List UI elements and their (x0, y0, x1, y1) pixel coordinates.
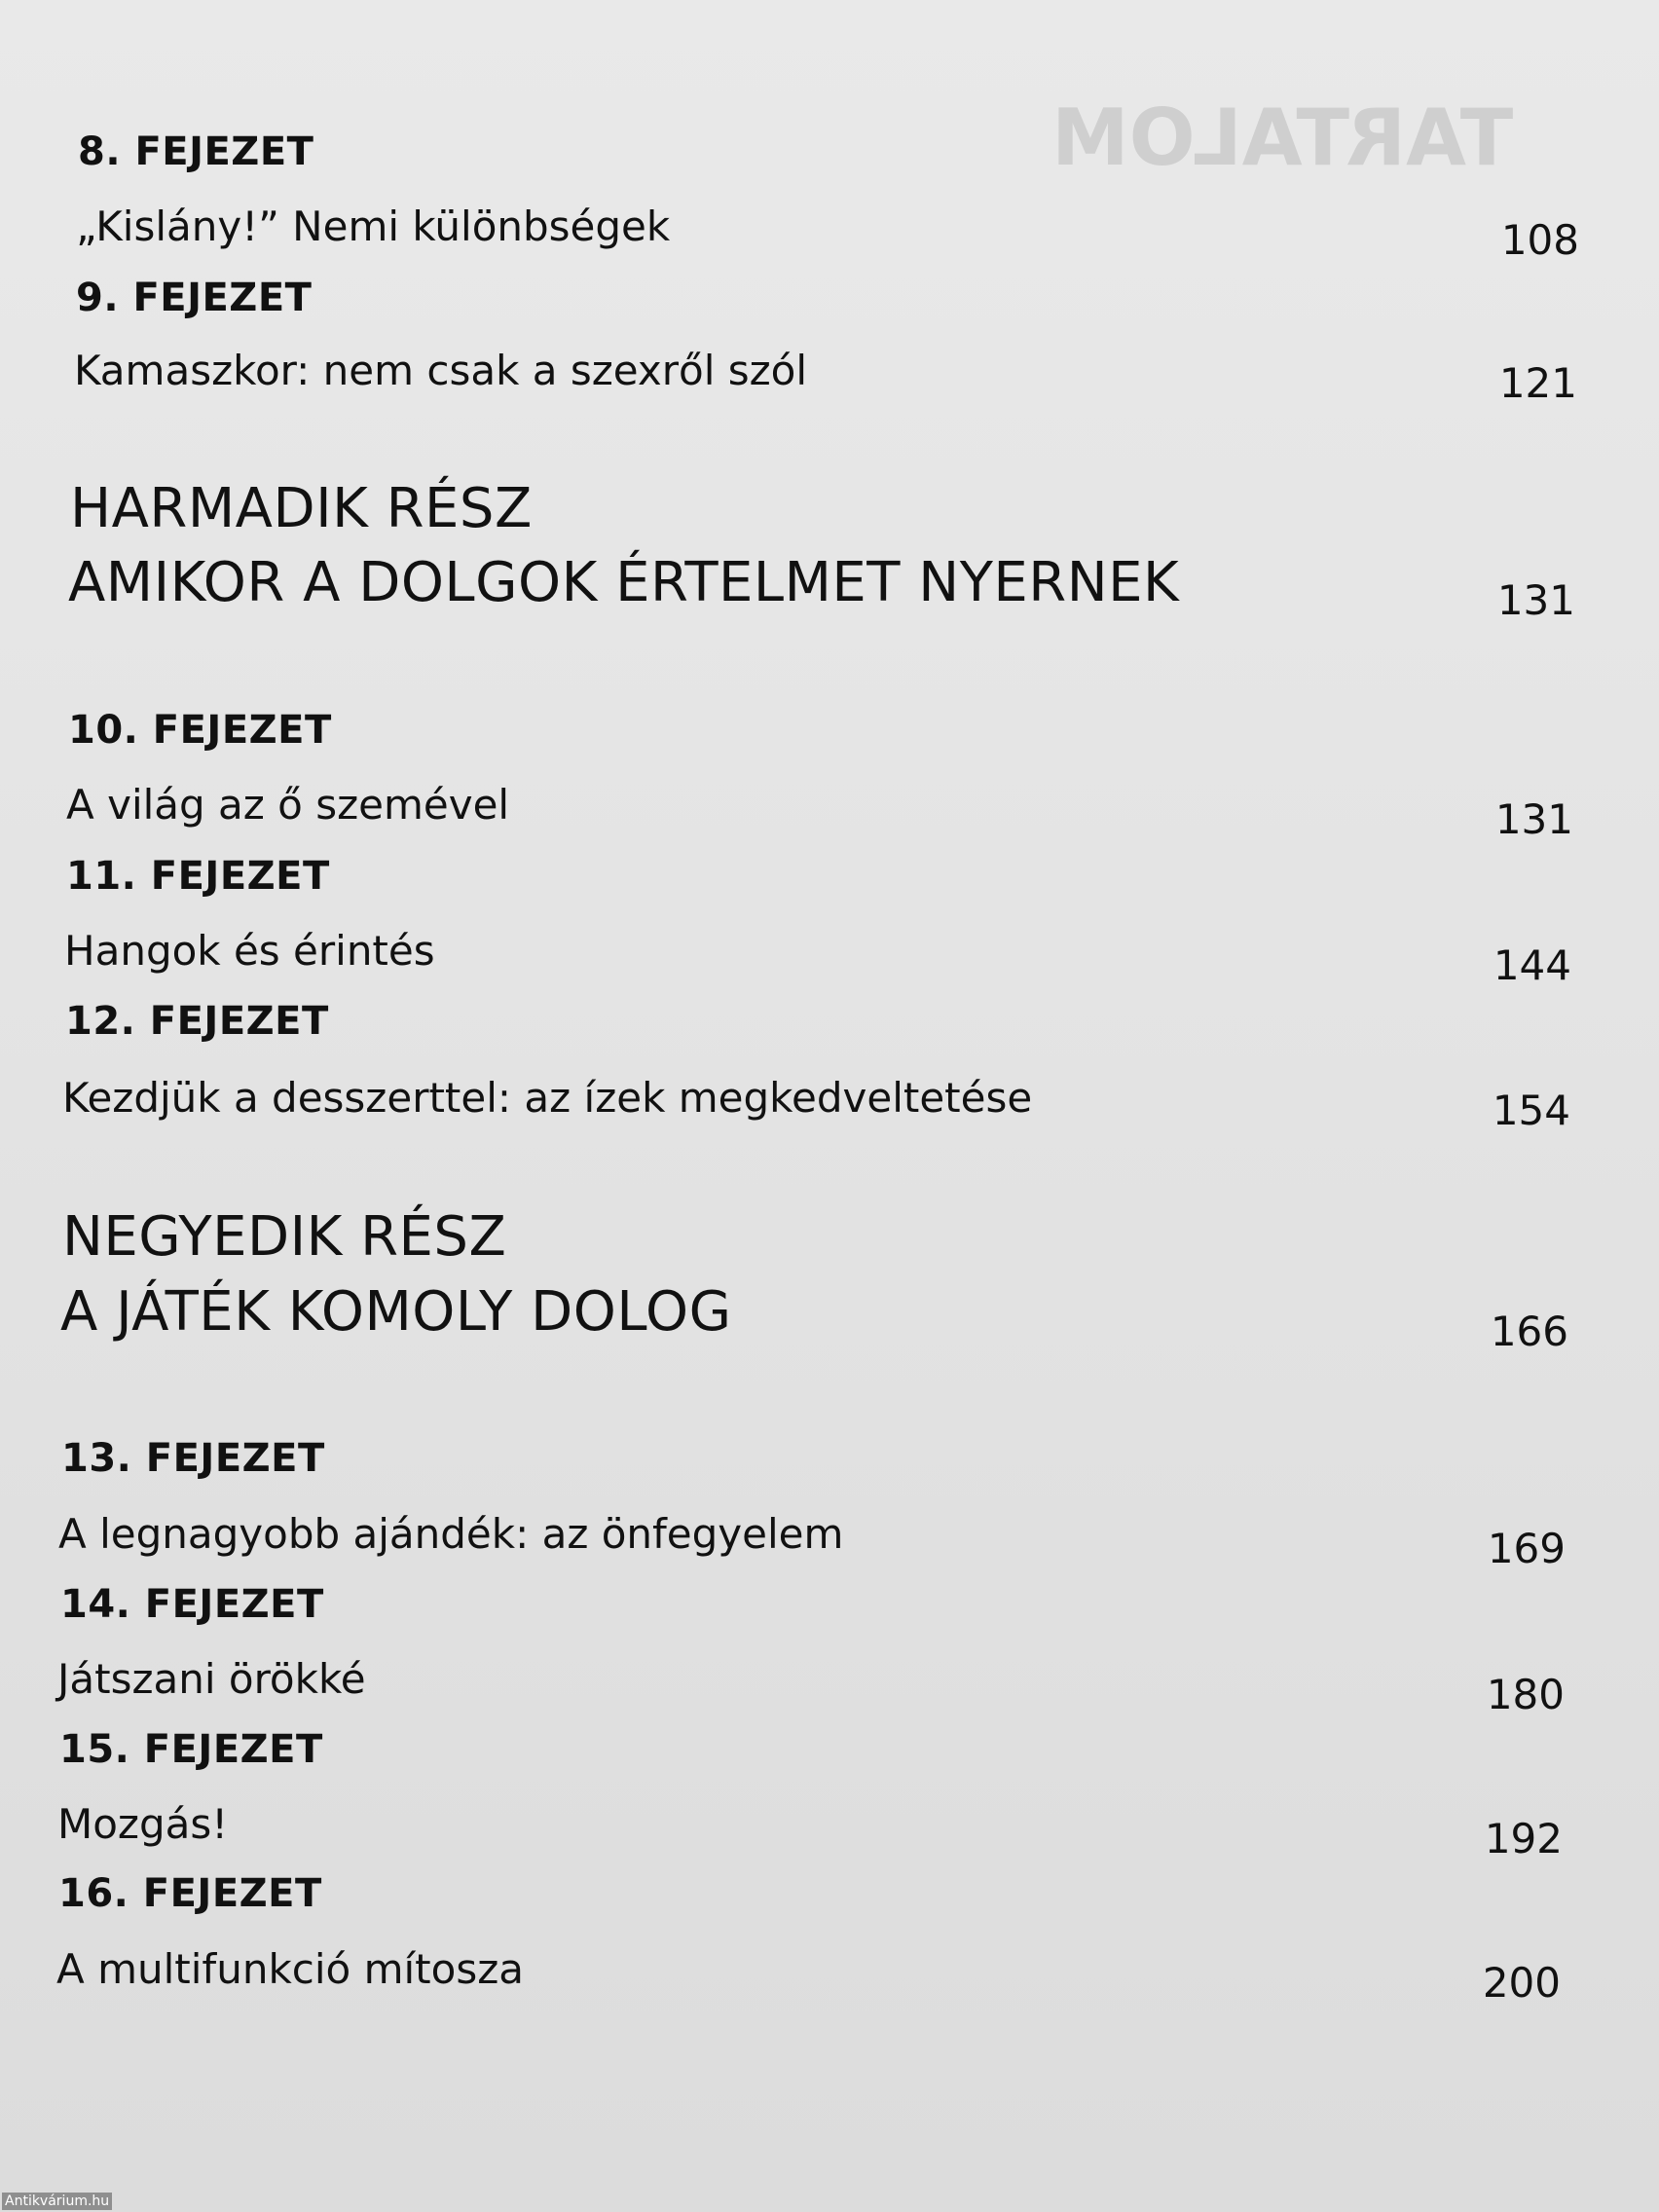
chapter-title: Mozgás! (57, 1800, 229, 1848)
chapter-label: 14. FEJEZET (60, 1582, 324, 1627)
chapter-title: „Kislány!” Nemi különbségek (76, 203, 671, 250)
page-number: 169 (1487, 1525, 1566, 1572)
watermark: Antikvárium.hu (2, 2193, 112, 2210)
page-number: 154 (1492, 1087, 1570, 1134)
page-number: 166 (1490, 1308, 1568, 1355)
chapter-title: Játszani örökké (57, 1655, 366, 1703)
page-number: 131 (1494, 795, 1573, 843)
part-label: HARMADIK RÉSZ (70, 477, 533, 540)
chapter-title: A világ az ő szemével (66, 781, 510, 829)
part-title: AMIKOR A DOLGOK ÉRTELMET NYERNEK (68, 551, 1180, 614)
part-title: A JÁTÉK KOMOLY DOLOG (60, 1280, 732, 1344)
bleed-through-heading: TARTALOM (1051, 92, 1514, 183)
chapter-title: Kezdjük a desszerttel: az ízek megkedveltetése (62, 1074, 1033, 1122)
chapter-label: 10. FEJEZET (68, 708, 332, 753)
chapter-label: 9. FEJEZET (76, 276, 313, 320)
page-number: 131 (1496, 576, 1575, 624)
chapter-label: 16. FEJEZET (58, 1871, 322, 1916)
chapter-label: 12. FEJEZET (65, 999, 329, 1044)
chapter-title: A legnagyobb ajándék: az önfegyelem (58, 1510, 844, 1558)
page-number: 180 (1486, 1671, 1565, 1718)
chapter-title: Kamaszkor: nem csak a szexről szól (74, 347, 808, 394)
chapter-label: 8. FEJEZET (78, 129, 314, 174)
page-number: 200 (1482, 1959, 1561, 2007)
chapter-label: 11. FEJEZET (66, 854, 330, 899)
page-number: 144 (1493, 941, 1571, 989)
page-number: 121 (1498, 359, 1577, 407)
page-number: 108 (1500, 216, 1579, 264)
chapter-title: Hangok és érintés (64, 927, 435, 975)
chapter-title: A multifunkció mítosza (56, 1945, 524, 1993)
part-label: NEGYEDIK RÉSZ (62, 1205, 507, 1269)
page-number: 192 (1484, 1815, 1563, 1862)
chapter-label: 13. FEJEZET (61, 1436, 325, 1481)
chapter-label: 15. FEJEZET (59, 1727, 323, 1772)
